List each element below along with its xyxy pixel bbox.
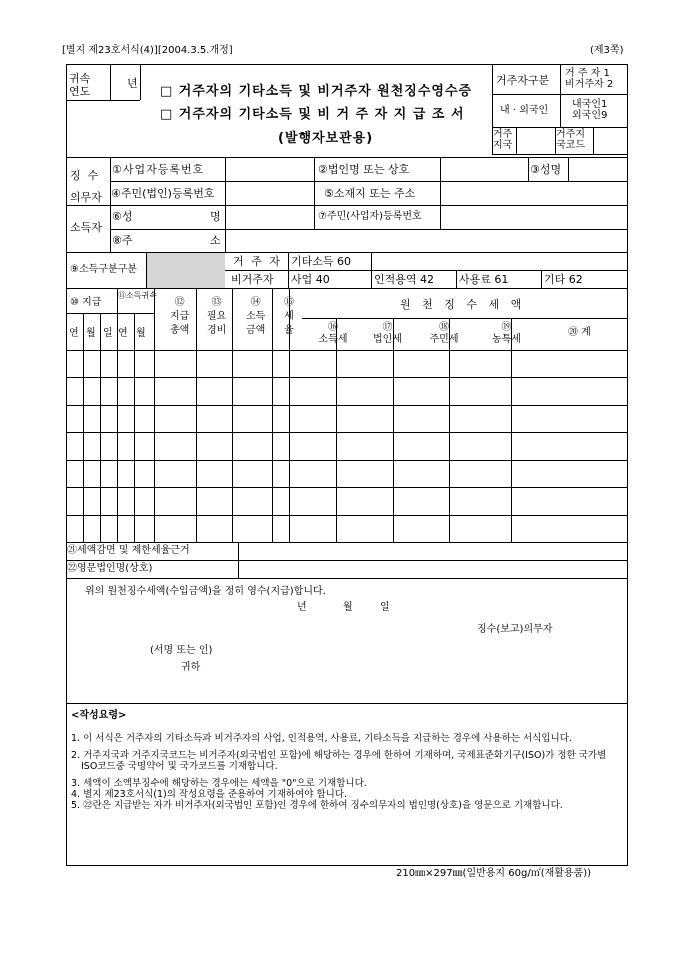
sign-or-seal-label: (서명 또는 인) xyxy=(150,645,213,656)
table-cell[interactable] xyxy=(273,378,288,403)
country-code-label-l1: 거주지 xyxy=(556,129,585,140)
header-expense-l3: 경비 xyxy=(207,325,227,336)
header-corp-tax-num: ⑰ xyxy=(382,322,393,333)
income-type-resident-label: 거 주 자 xyxy=(233,255,282,268)
table-cell[interactable] xyxy=(135,406,153,431)
date-year-label: 년 xyxy=(297,602,307,613)
table-cell[interactable] xyxy=(450,406,510,431)
header-expense-num: ⑬ xyxy=(211,297,222,308)
header-rural-tax-label: 농특세 xyxy=(492,334,521,345)
header-income-tax xyxy=(310,322,356,346)
table-cell[interactable] xyxy=(67,516,82,541)
table-cell[interactable] xyxy=(290,351,335,376)
table-cell[interactable] xyxy=(84,516,99,541)
income-type-label: ⑨소득구분구분 xyxy=(70,264,137,275)
header-total-pay-l2: 지급 xyxy=(170,311,190,322)
table-cell[interactable] xyxy=(290,406,335,431)
table-cell[interactable] xyxy=(394,516,448,541)
header-income-l2: 소득 xyxy=(246,311,266,322)
option-resident: 거 주 자 1 xyxy=(565,68,610,79)
table-cell[interactable] xyxy=(337,406,392,431)
field-label-business-no: ①사업자등록번호 xyxy=(112,163,205,176)
table-cell[interactable] xyxy=(273,433,288,458)
table-cell[interactable] xyxy=(337,433,392,458)
header-attr-year: 연 xyxy=(118,328,128,339)
header-expense-l2: 필요 xyxy=(207,311,227,322)
page-label: (제3쪽) xyxy=(590,45,624,56)
header-expense xyxy=(207,296,226,338)
instruction-item: 4. 별지 제23호서식(1)의 작성요령을 준용하여 기재하여야 합니다. xyxy=(71,789,347,800)
instructions-title: <작성요령> xyxy=(71,710,127,721)
table-cell[interactable] xyxy=(84,433,99,458)
header-income-l3: 금액 xyxy=(246,325,266,336)
header-rate-num: ⑮ xyxy=(284,297,294,308)
table-cell[interactable] xyxy=(155,488,195,513)
table-cell[interactable] xyxy=(233,378,271,403)
table-cell[interactable] xyxy=(273,406,288,431)
table-cell[interactable] xyxy=(101,378,116,403)
table-cell[interactable] xyxy=(394,461,448,486)
year-label xyxy=(69,72,90,98)
payer-label-l2: 의무자 xyxy=(70,191,102,204)
table-cell[interactable] xyxy=(290,516,335,541)
field-label-tax-reduction-basis: ㉑세액감면 및 제한세율근거 xyxy=(67,545,190,556)
table-cell[interactable] xyxy=(233,406,271,431)
date-month-label: 월 xyxy=(343,602,353,613)
title-subtitle: (발행자보관용) xyxy=(278,131,374,146)
table-cell[interactable] xyxy=(67,406,82,431)
table-cell[interactable] xyxy=(135,351,153,376)
instructions-list xyxy=(71,733,623,811)
header-resident-tax xyxy=(416,322,472,346)
table-cell[interactable] xyxy=(233,516,271,541)
table-cell[interactable] xyxy=(67,461,82,486)
field-label-earner-name-suffix: 명 xyxy=(210,210,221,223)
header-rural-tax xyxy=(474,322,539,346)
corp-name-input[interactable] xyxy=(441,158,527,180)
earner-address-input[interactable] xyxy=(226,230,627,251)
country-code-input[interactable] xyxy=(594,128,627,154)
table-cell[interactable] xyxy=(84,378,99,403)
table-row xyxy=(66,377,628,404)
title-payment-statement: □ 거주자의 기타소득 및 비 거 주 자 지 급 조 서 xyxy=(160,107,465,122)
table-cell[interactable] xyxy=(394,488,448,513)
table-cell[interactable] xyxy=(450,433,510,458)
table-cell[interactable] xyxy=(101,433,116,458)
year-unit: 년 xyxy=(127,77,138,90)
payer-label-l1: 징 수 xyxy=(70,169,99,182)
instruction-item: 3. 세액이 소액부징수에 해당하는 경우에는 세액을 "0"으로 기재합니다. xyxy=(71,778,367,789)
table-cell[interactable] xyxy=(450,378,510,403)
field-label-payer-name: ③성명 xyxy=(530,163,562,176)
payer-name-input[interactable] xyxy=(569,158,627,180)
table-row xyxy=(66,405,628,432)
header-attr-month: 월 xyxy=(136,328,146,339)
header-corp-tax-label: 법인세 xyxy=(373,334,402,345)
table-cell[interactable] xyxy=(512,378,627,403)
header-income-tax-label: 소득세 xyxy=(318,334,348,345)
table-cell[interactable] xyxy=(118,406,133,431)
field-label-earner-address: ⑧주 xyxy=(112,234,133,247)
table-row xyxy=(66,515,628,542)
table-cell[interactable] xyxy=(84,488,99,513)
english-corp-name-input[interactable] xyxy=(239,561,627,577)
field-label-earner-name: ⑥성 xyxy=(112,210,133,223)
country-code-label xyxy=(556,129,585,151)
business-no-input[interactable] xyxy=(226,158,313,180)
instruction-item: 2. 거주지국과 거주지국코드는 비거주자(외국법인 포함)에 해당하는 경우에 한하여 기재하며, 국제표준화기구(ISO)가 정한 국가별 ISO코드중 국명약어 및 국가코드를 기재합니다. xyxy=(71,750,607,772)
table-cell[interactable] xyxy=(273,461,288,486)
table-cell[interactable] xyxy=(84,461,99,486)
table-cell[interactable] xyxy=(67,378,82,403)
table-cell[interactable] xyxy=(337,516,392,541)
header-total-pay-l3: 총액 xyxy=(170,325,190,336)
table-cell[interactable] xyxy=(197,433,231,458)
table-cell[interactable] xyxy=(233,461,271,486)
resident-corp-no-input[interactable] xyxy=(226,182,313,204)
paper-spec: 210㎜×297㎜(일반용지 60g/㎡(재활용품)) xyxy=(396,868,592,879)
country-code-label-l2: 국코드 xyxy=(556,140,585,151)
income-type-shaded-cell xyxy=(146,253,225,288)
table-cell[interactable] xyxy=(84,351,99,376)
option-other-62[interactable]: 기타 62 xyxy=(544,273,583,286)
table-cell[interactable] xyxy=(394,378,448,403)
country-label-l1: 거주 xyxy=(493,129,513,140)
option-nonresident: 비거주자 2 xyxy=(565,79,614,90)
residency-class-options[interactable] xyxy=(565,68,613,90)
header-income-attribution: ⑪소득귀속 xyxy=(118,291,157,300)
table-cell[interactable] xyxy=(394,351,448,376)
table-cell[interactable] xyxy=(290,461,335,486)
country-input[interactable] xyxy=(517,128,554,154)
table-cell[interactable] xyxy=(101,351,116,376)
header-income-amount xyxy=(246,296,265,338)
table-cell[interactable] xyxy=(84,406,99,431)
header-pay-year: 연 xyxy=(69,328,79,339)
instruction-item: 5. ㉒란은 지급받는 자가 비거주자(외국법인 포함)인 경우에 한하여 징수의무자의 법인명(상호)을 영문으로 기재합니다. xyxy=(71,800,563,811)
table-cell[interactable] xyxy=(337,461,392,486)
nationality-options[interactable] xyxy=(572,99,607,121)
year-label-line1: 귀속 xyxy=(69,72,91,85)
checkbox-receipt[interactable] xyxy=(160,85,174,99)
header-rate-l3: 율 xyxy=(284,325,294,336)
header-total-pay xyxy=(170,296,189,338)
header-sum: ⑳ 계 xyxy=(568,327,591,338)
table-cell[interactable] xyxy=(290,378,335,403)
table-cell[interactable] xyxy=(450,516,510,541)
field-label-corp-name: ②법인명 또는 상호 xyxy=(318,163,410,176)
table-cell[interactable] xyxy=(118,433,133,458)
table-cell[interactable] xyxy=(135,461,153,486)
table-group-divider xyxy=(66,313,154,314)
table-row xyxy=(66,350,628,377)
table-cell[interactable] xyxy=(155,461,195,486)
option-royalty-61[interactable]: 사용료 61 xyxy=(459,273,509,286)
option-foreigner: 외국인9 xyxy=(572,110,608,121)
table-cell[interactable] xyxy=(197,461,231,486)
table-cell[interactable] xyxy=(290,433,335,458)
year-label-line2: 연도 xyxy=(69,85,91,98)
table-cell[interactable] xyxy=(337,351,392,376)
form-reference: [별지 제23호서식(4)][2004.3.5.개정] xyxy=(62,45,233,56)
table-cell[interactable] xyxy=(512,488,627,513)
table-cell[interactable] xyxy=(197,488,231,513)
field-label-earner-address-suffix: 소 xyxy=(210,234,221,247)
option-business-40[interactable]: 사업 40 xyxy=(291,273,330,286)
field-label-english-corp-name: ㉒영문법인명(상호) xyxy=(67,563,153,574)
field-label-earner-id: ⑦주민(사업자)등록번호 xyxy=(318,211,422,222)
header-resident-tax-label: 주민세 xyxy=(429,334,459,345)
header-withholding-tax: 원 천 징 수 세 액 xyxy=(400,298,526,311)
table-cell[interactable] xyxy=(273,488,288,513)
payer-section-label xyxy=(70,165,102,209)
option-korean: 내국인1 xyxy=(572,99,608,110)
table-cell[interactable] xyxy=(118,488,133,513)
header-pay-day: 일 xyxy=(103,328,113,339)
table-cell[interactable] xyxy=(233,488,271,513)
declaration-statement: 위의 원천징수세액(수입금액)을 정히 영수(지급)합니다. xyxy=(85,586,326,597)
nationality-label: 내 · 외국인 xyxy=(500,105,549,116)
table-cell[interactable] xyxy=(135,378,153,403)
field-label-resident-corp-no: ④주민(법인)등록번호 xyxy=(111,187,215,200)
table-cell[interactable] xyxy=(118,516,133,541)
table-cell[interactable] xyxy=(197,516,231,541)
header-corp-tax xyxy=(360,322,415,346)
table-cell[interactable] xyxy=(197,378,231,403)
income-type-nonresident-label: 비거주자 xyxy=(231,273,274,286)
header-income-tax-num: ⑯ xyxy=(328,322,338,333)
table-cell[interactable] xyxy=(337,378,392,403)
table-cell[interactable] xyxy=(101,461,116,486)
table-cell[interactable] xyxy=(512,516,627,541)
header-pay-date: ⑩ 지급 xyxy=(70,297,102,308)
table-cell[interactable] xyxy=(155,433,195,458)
tax-reduction-basis-input[interactable] xyxy=(239,543,627,559)
header-rate-l2: 세 xyxy=(284,311,294,322)
table-cell[interactable] xyxy=(135,433,153,458)
table-cell[interactable] xyxy=(512,461,627,486)
header-total-pay-num: ⑫ xyxy=(174,297,185,308)
title-receipt: □ 거주자의 기타소득 및 비거주자 원천징수영수증 xyxy=(160,84,473,99)
table-cell[interactable] xyxy=(337,488,392,513)
table-cell[interactable] xyxy=(101,406,116,431)
table-cell[interactable] xyxy=(135,516,153,541)
earner-name-input[interactable] xyxy=(226,206,313,228)
table-cell[interactable] xyxy=(273,351,288,376)
table-row xyxy=(66,487,628,514)
table-cell[interactable] xyxy=(450,351,510,376)
table-cell[interactable] xyxy=(512,406,627,431)
table-cell[interactable] xyxy=(394,406,448,431)
table-cell[interactable] xyxy=(233,433,271,458)
table-cell[interactable] xyxy=(101,488,116,513)
table-cell[interactable] xyxy=(450,461,510,486)
table-cell[interactable] xyxy=(512,351,627,376)
table-cell[interactable] xyxy=(233,351,271,376)
table-cell[interactable] xyxy=(118,351,133,376)
header-income-num: ⑭ xyxy=(250,297,261,308)
table-cell[interactable] xyxy=(118,461,133,486)
table-cell[interactable] xyxy=(197,406,231,431)
table-cell[interactable] xyxy=(67,433,82,458)
table-row xyxy=(66,432,628,459)
option-personal-service-42[interactable]: 인적용역 42 xyxy=(374,273,434,286)
table-cell[interactable] xyxy=(67,488,82,513)
header-resident-tax-num: ⑱ xyxy=(439,322,449,333)
country-label-l2: 지국 xyxy=(493,140,513,151)
table-cell[interactable] xyxy=(450,488,510,513)
header-pay-month: 월 xyxy=(86,328,96,339)
table-cell[interactable] xyxy=(155,378,195,403)
option-other-income-60[interactable]: 기타소득 60 xyxy=(291,255,351,268)
table-cell[interactable] xyxy=(155,351,195,376)
payer-address-input[interactable] xyxy=(441,182,627,204)
table-cell[interactable] xyxy=(118,378,133,403)
date-day-label: 일 xyxy=(380,602,390,613)
table-cell[interactable] xyxy=(273,516,288,541)
table-row xyxy=(66,460,628,487)
table-cell[interactable] xyxy=(155,516,195,541)
table-cell[interactable] xyxy=(135,488,153,513)
field-label-address: ⑤소재지 또는 주소 xyxy=(324,187,416,200)
country-label xyxy=(493,129,512,151)
table-cell[interactable] xyxy=(67,351,82,376)
table-cell[interactable] xyxy=(101,516,116,541)
payer-signature-label: 징수(보고)의무자 xyxy=(477,624,553,635)
residency-class-label: 거주자구분 xyxy=(496,74,550,87)
earner-id-input[interactable] xyxy=(441,206,627,228)
table-cell[interactable] xyxy=(394,433,448,458)
instruction-item: 1. 이 서식은 거주자의 기타소득과 비거주자의 사업, 인적용역, 사용료, 기타소득을 지급하는 경우에 사용하는 서식입니다. xyxy=(71,733,572,744)
table-cell[interactable] xyxy=(512,433,627,458)
table-cell[interactable] xyxy=(155,406,195,431)
earner-section-label: 소득자 xyxy=(70,221,102,234)
header-rural-tax-num: ⑲ xyxy=(501,322,512,333)
checkbox-payment-statement[interactable] xyxy=(160,108,174,122)
table-cell[interactable] xyxy=(197,351,231,376)
table-cell[interactable] xyxy=(290,488,335,513)
addressee-label: 귀하 xyxy=(181,662,201,673)
